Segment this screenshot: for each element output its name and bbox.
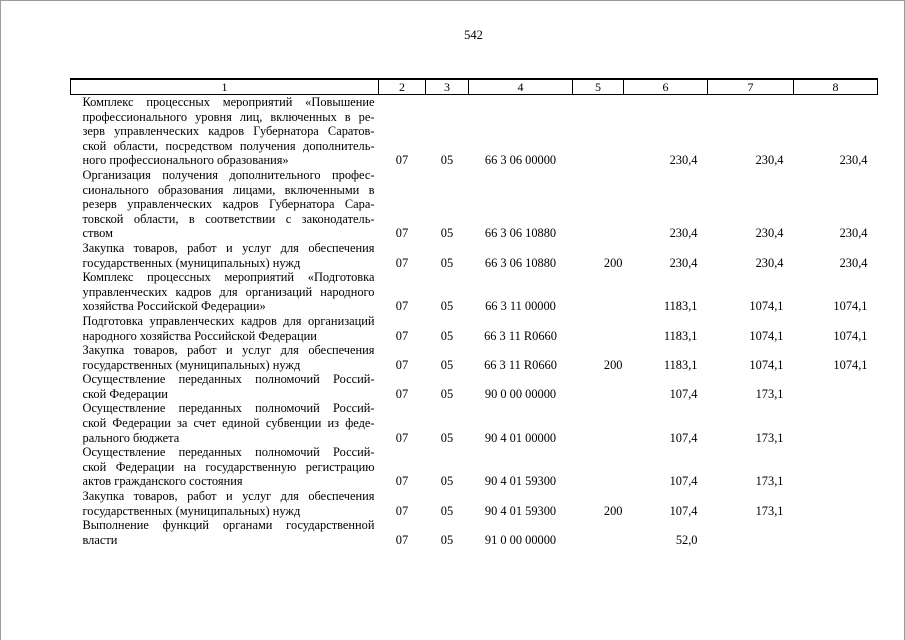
program-name-cell xyxy=(71,489,379,518)
column-header-3: 3 xyxy=(426,79,469,95)
program-name-line: Организация получения дополнительного профес- xyxy=(82,167,375,182)
column-header-2: 2 xyxy=(379,79,426,95)
program-name-line: актов гражданского состояния xyxy=(82,474,243,489)
expense-type-code-cell xyxy=(573,518,624,547)
amount-cell xyxy=(794,489,878,518)
table-row xyxy=(71,401,878,445)
target-article-code-cell: 66 3 06 10880 xyxy=(484,226,557,241)
column-header-5: 5 xyxy=(573,79,624,95)
target-article-code-cell: 66 3 06 10880 xyxy=(484,255,557,270)
amount-cell xyxy=(794,445,878,489)
amount-cell xyxy=(708,518,794,547)
amount-cell: 230,4 xyxy=(755,153,784,168)
amount-cell xyxy=(794,518,878,547)
program-name-line: товской области, в соответствии с законодатель- xyxy=(82,211,375,226)
amount-cell: 230,4 xyxy=(839,255,868,270)
section-code-cell: 07 xyxy=(395,357,409,372)
table-body xyxy=(71,95,878,548)
program-name-line: сионального образования лицами, включенными в xyxy=(82,182,375,197)
program-name-line: власти xyxy=(82,532,118,547)
target-article-code-cell: 91 0 00 00000 xyxy=(484,532,557,547)
amount-cell xyxy=(794,401,878,445)
amount-cell: 173,1 xyxy=(755,430,784,445)
program-name-line: ской Федерации за счет единой субвенции из феде- xyxy=(82,416,375,431)
table-row xyxy=(71,95,878,168)
subsection-code-cell: 05 xyxy=(440,386,454,401)
expense-type-code-cell: 200 xyxy=(603,357,623,372)
amount-cell: 1183,1 xyxy=(663,328,698,343)
subsection-code-cell: 05 xyxy=(440,153,454,168)
column-header-7: 7 xyxy=(708,79,794,95)
program-name-line: народного хозяйства Российской Федерации xyxy=(82,328,317,343)
amount-cell: 173,1 xyxy=(755,386,784,401)
section-code-cell: 07 xyxy=(395,386,409,401)
table-row xyxy=(71,168,878,241)
program-name-line: Подготовка управленческих кадров для организаций xyxy=(82,313,375,328)
table-header xyxy=(71,79,878,95)
subsection-code-cell: 05 xyxy=(440,299,454,314)
section-code-cell: 07 xyxy=(395,255,409,270)
program-name-cell xyxy=(71,95,379,168)
amount-cell: 107,4 xyxy=(669,503,698,518)
amount-cell: 173,1 xyxy=(755,474,784,489)
program-name-line: ской области, посредством получения дополнитель- xyxy=(82,138,375,153)
subsection-code-cell: 05 xyxy=(440,430,454,445)
program-name-line: Осуществление переданных полномочий Россий- xyxy=(82,401,375,416)
program-name-line: ской Федерации на государственную регистрацию xyxy=(82,459,375,474)
expense-type-code-cell xyxy=(573,95,624,168)
amount-cell xyxy=(794,372,878,401)
expense-type-code-cell xyxy=(573,314,624,343)
amount-cell: 1074,1 xyxy=(833,328,868,343)
column-header-1: 1 xyxy=(71,79,379,95)
target-article-code-cell: 66 3 06 00000 xyxy=(484,153,557,168)
program-name-cell xyxy=(71,445,379,489)
amount-cell: 107,4 xyxy=(669,386,698,401)
section-code-cell: 07 xyxy=(395,532,409,547)
column-header-8: 8 xyxy=(794,79,878,95)
program-name-line: ством xyxy=(82,226,113,241)
target-article-code-cell: 90 0 00 00000 xyxy=(484,386,557,401)
program-name-cell xyxy=(71,314,379,343)
table-row xyxy=(71,343,878,372)
program-name-line: Закупка товаров, работ и услуг для обеспечения xyxy=(82,343,375,358)
amount-cell: 230,4 xyxy=(669,153,698,168)
program-name-cell xyxy=(71,343,379,372)
target-article-code-cell: 90 4 01 59300 xyxy=(484,503,557,518)
subsection-code-cell: 05 xyxy=(440,357,454,372)
amount-cell: 107,4 xyxy=(669,430,698,445)
expense-type-code-cell xyxy=(573,270,624,314)
program-name-line: Комплекс процессных мероприятий «Подготовка xyxy=(82,270,375,285)
program-name-line: Закупка товаров, работ и услуг для обеспечения xyxy=(82,489,375,504)
program-name-line: Комплекс процессных мероприятий «Повышение xyxy=(82,95,375,109)
expense-type-code-cell xyxy=(573,168,624,241)
program-name-line: государственных (муниципальных) нужд xyxy=(82,503,301,518)
amount-cell: 230,4 xyxy=(755,226,784,241)
amount-cell: 52,0 xyxy=(675,532,698,547)
program-name-cell xyxy=(71,401,379,445)
table-row xyxy=(71,241,878,270)
amount-cell: 230,4 xyxy=(755,255,784,270)
amount-cell: 230,4 xyxy=(669,226,698,241)
program-name-line: зерв управленческих кадров Губернатора Саратов- xyxy=(82,124,375,139)
subsection-code-cell: 05 xyxy=(440,255,454,270)
column-header-6: 6 xyxy=(624,79,708,95)
table-row xyxy=(71,445,878,489)
expense-type-code-cell xyxy=(573,445,624,489)
program-name-cell xyxy=(71,372,379,401)
expense-type-code-cell xyxy=(573,372,624,401)
table-row xyxy=(71,489,878,518)
section-code-cell: 07 xyxy=(395,328,409,343)
table-row xyxy=(71,270,878,314)
table-row xyxy=(71,372,878,401)
subsection-code-cell: 05 xyxy=(440,328,454,343)
expense-type-code-cell: 200 xyxy=(603,255,623,270)
section-code-cell: 07 xyxy=(395,226,409,241)
program-name-line: ного профессионального образования» xyxy=(82,153,289,168)
program-name-line: профессионального уровня лиц, включенных в ре- xyxy=(82,109,375,124)
program-name-line: Осуществление переданных полномочий Россий- xyxy=(82,372,375,387)
expense-type-code-cell: 200 xyxy=(603,503,623,518)
expense-type-code-cell xyxy=(573,401,624,445)
program-name-line: управленческих кадров для организаций народного xyxy=(82,284,375,299)
section-code-cell: 07 xyxy=(395,503,409,518)
table-row xyxy=(71,314,878,343)
page-number: 542 xyxy=(464,28,483,42)
program-name-line: Осуществление переданных полномочий Россий- xyxy=(82,445,375,460)
program-name-line: государственных (муниципальных) нужд xyxy=(82,357,301,372)
program-name-line: хозяйства Российской Федерации» xyxy=(82,299,266,314)
target-article-code-cell: 90 4 01 00000 xyxy=(484,430,557,445)
subsection-code-cell: 05 xyxy=(440,474,454,489)
amount-cell: 230,4 xyxy=(839,153,868,168)
section-code-cell: 07 xyxy=(395,299,409,314)
target-article-code-cell: 66 3 11 R0660 xyxy=(484,328,557,343)
table-row xyxy=(71,518,878,547)
program-name-cell xyxy=(71,241,379,270)
program-name-cell xyxy=(71,270,379,314)
program-name-line: рального бюджета xyxy=(82,430,180,445)
section-code-cell: 07 xyxy=(395,430,409,445)
amount-cell: 1074,1 xyxy=(833,299,868,314)
amount-cell: 1074,1 xyxy=(749,357,784,372)
amount-cell: 230,4 xyxy=(839,226,868,241)
program-name-line: Закупка товаров, работ и услуг для обеспечения xyxy=(82,240,375,255)
amount-cell: 1183,1 xyxy=(663,357,698,372)
program-name-cell xyxy=(71,518,379,547)
program-name-cell xyxy=(71,168,379,241)
target-article-code-cell: 66 3 11 00000 xyxy=(485,299,556,314)
subsection-code-cell: 05 xyxy=(440,226,454,241)
program-name-line: государственных (муниципальных) нужд xyxy=(82,255,301,270)
program-name-line: ской Федерации xyxy=(82,386,168,401)
amount-cell: 230,4 xyxy=(669,255,698,270)
subsection-code-cell: 05 xyxy=(440,503,454,518)
budget-table xyxy=(70,78,878,547)
amount-cell: 173,1 xyxy=(755,503,784,518)
amount-cell: 107,4 xyxy=(669,474,698,489)
amount-cell: 1183,1 xyxy=(663,299,698,314)
target-article-code-cell: 66 3 11 R0660 xyxy=(484,357,557,372)
column-header-4: 4 xyxy=(469,79,573,95)
section-code-cell: 07 xyxy=(395,153,409,168)
amount-cell: 1074,1 xyxy=(749,328,784,343)
program-name-line: Выполнение функций органами государственной xyxy=(82,518,375,533)
target-article-code-cell: 90 4 01 59300 xyxy=(484,474,557,489)
section-code-cell: 07 xyxy=(395,474,409,489)
column-number-row xyxy=(71,79,878,95)
amount-cell: 1074,1 xyxy=(833,357,868,372)
program-name-line: резерв управленческих кадров Губернатора Сара- xyxy=(82,197,375,212)
amount-cell: 1074,1 xyxy=(749,299,784,314)
subsection-code-cell: 05 xyxy=(440,532,454,547)
